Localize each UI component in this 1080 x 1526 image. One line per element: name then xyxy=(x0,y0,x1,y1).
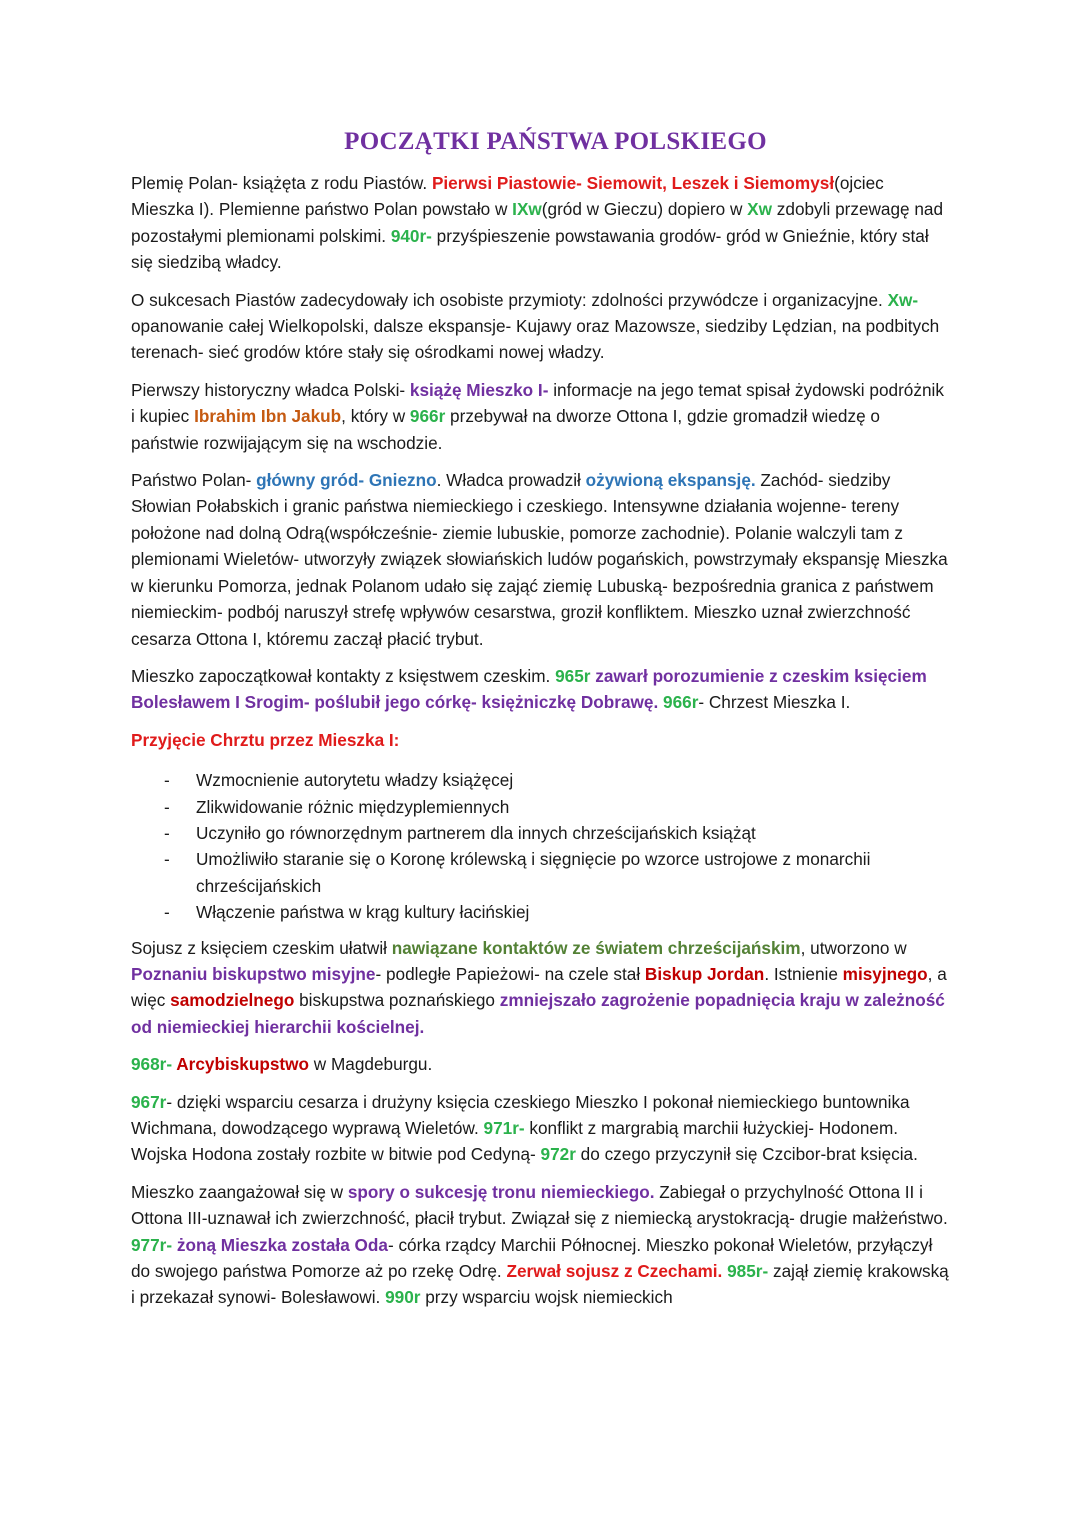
text-run: Państwo Polan- xyxy=(131,470,257,491)
bullet-dash: - xyxy=(164,822,170,843)
highlight-purple: zawarł porozumienie z czeskim księciem Bolesławem I Srogim- poślubił jego córkę- księżniczkę Dobrawę. xyxy=(131,665,927,713)
paragraph-missionary-bishopric xyxy=(131,935,950,1041)
highlight-date: IXw xyxy=(512,199,542,220)
list-item xyxy=(131,794,950,820)
list-item-text: Umożliwiło staranie się o Koronę królewską i sięgnięcie po wzorce ustrojowe z monarchii chrześcijańskich xyxy=(196,849,871,896)
paragraph-german-succession xyxy=(131,1179,950,1311)
text-run: - podległe Papieżowi- na czele stał xyxy=(375,963,645,984)
text-run: przy wsparciu wojsk niemieckich xyxy=(420,1287,673,1308)
list-item xyxy=(131,846,950,899)
paragraph-wars xyxy=(131,1089,950,1168)
highlight-olive: nawiązane kontaktów ze światem chrześcijańskim xyxy=(391,937,801,958)
list-item-text: Zlikwidowanie różnic międzyplemiennych xyxy=(196,796,510,817)
list-item xyxy=(131,899,950,925)
list-item xyxy=(131,767,950,793)
text-run: , a więc xyxy=(131,963,947,1011)
highlight-purple: książę Mieszko I- xyxy=(409,379,549,400)
highlight-red: misyjnego xyxy=(842,963,928,984)
bullet-dash: - xyxy=(164,796,170,817)
highlight-date: Xw- xyxy=(887,289,919,310)
text-run: konflikt z margrabią marchii łużyckiej- Hodonem. Wojska Hodona zostały rozbite w bitwie pod Cedyną- xyxy=(131,1118,899,1165)
text-run: (gród w Gieczu) dopiero w xyxy=(541,199,748,220)
text-run: (ojciec Mieszka I). Plemienne państwo Polan powstało w xyxy=(131,173,884,220)
highlight-purple: żoną Mieszka została Oda xyxy=(172,1234,388,1255)
text-run: zajął ziemię krakowską i przekazał synowi- Bolesławowi. xyxy=(131,1261,949,1308)
list-item-text: Włączenie państwa w krąg kultury łacińskiej xyxy=(196,902,530,923)
highlight-date: 965r xyxy=(555,665,591,686)
text-run: - Chrzest Mieszka I. xyxy=(698,692,851,713)
highlight-date: 971r- xyxy=(483,1118,525,1138)
highlight-red: Arcybiskupstwo xyxy=(172,1054,309,1075)
text-run: w Magdeburgu. xyxy=(309,1054,433,1075)
text-run: Mieszko zaangażował się w xyxy=(131,1181,348,1202)
text-run: Zabiegał o przychylność Ottona II i Ottona III-uznawał ich zwierzchność, płacił trybut. Związał się z niemiecką arystokracją- drugie małżeństwo. xyxy=(131,1181,948,1229)
text-run: , który w xyxy=(341,406,410,427)
highlight-blue: ożywioną ekspansję. xyxy=(585,470,756,491)
highlight-date: 966r xyxy=(409,406,446,427)
text-run: biskupstwa poznańskiego xyxy=(294,990,500,1011)
highlight-date: 967r xyxy=(131,1091,167,1112)
baptism-heading: Przyjęcie Chrztu przez Mieszka I: xyxy=(131,729,400,750)
highlight-red: Zerwał sojusz z Czechami. xyxy=(506,1261,723,1282)
highlight-date: 990r xyxy=(385,1287,421,1308)
text-run: Mieszko zapoczątkował kontakty z księstwem czeskim. xyxy=(131,665,556,686)
paragraph-piast-origins xyxy=(131,170,950,276)
highlight-red: samodzielnego xyxy=(170,990,295,1011)
paragraph-czech-contacts xyxy=(131,663,950,716)
text-run: przyśpieszenie powstawania grodów- gród w Gnieźnie, który stał się siedzibą władcy. xyxy=(131,225,929,273)
highlight-date: 985r- xyxy=(727,1261,769,1282)
text-run: informacje na jego temat spisał żydowski podróżnik i kupiec xyxy=(131,379,944,427)
highlight-purple: spory o sukcesję tronu niemieckiego. xyxy=(347,1181,655,1202)
text-run: Pierwszy historyczny władca Polski- xyxy=(131,379,410,400)
list-item-text: Uczyniło go równorzędnym partnerem dla innych chrześcijańskich książąt xyxy=(196,822,756,843)
bullet-dash: - xyxy=(164,849,170,870)
highlight-orange: Ibrahim Ibn Jakub xyxy=(194,406,342,427)
baptism-list xyxy=(131,767,950,925)
highlight-purple: Poznaniu biskupstwo misyjne xyxy=(131,963,376,984)
highlight-date: 972r xyxy=(540,1144,576,1165)
text-run: Zachód- siedziby Słowian Połabskich i granic państwa niemieckiego i czeskiego. Intensywne działania wojenne- tereny położone nad dolną Odrą(współcześnie- ziemie lubuskie, pomorze zachodnie). Polanie walczyli tam z plemionami Wieletów- utworzyły związek słowiańskich ludów pogańskich, powstrzymały ekspansję Mieszka w kierunku Pomorza, jednak Polanom udało się zająć ziemię Lubuską- bezpośrednia granica z państwem niemieckim- podbój naruszył strefę wpływów cesarstwa, groził konfliktem. Mieszko uznał zwierzchność cesarza Ottona I, któremu zaczął płacić trybut. xyxy=(131,470,948,649)
text-run: Sojusz z księciem czeskim ułatwił xyxy=(131,937,392,958)
highlight-date: 940r- xyxy=(390,225,432,246)
text-run: . Istnienie xyxy=(764,963,843,984)
highlight-date: 966r xyxy=(663,692,699,713)
text-run: O sukcesach Piastów zadecydowały ich osobiste przymioty: zdolności przywódcze i organizacyjne. xyxy=(131,289,888,310)
page-title: POCZĄTKI PAŃSTWA POLSKIEGO xyxy=(344,128,767,155)
bullet-dash: - xyxy=(164,770,170,791)
highlight-date: 968r- xyxy=(131,1054,173,1075)
highlight-date: Xw xyxy=(747,199,773,220)
text-run: , utworzono w xyxy=(800,937,907,958)
text-run: do czego przyczynił się Czcibor-brat księcia. xyxy=(575,1144,918,1165)
text-run: - dzięki wsparciu cesarza i drużyny księcia czeskiego Mieszko I pokonał niemieckiego buntownika Wichmana, dowodzącego wyprawą Wieletów. xyxy=(131,1091,910,1138)
highlight-date: 977r- xyxy=(131,1234,173,1255)
paragraph-polan-state xyxy=(131,467,950,652)
paragraph-archbishopric xyxy=(131,1051,950,1077)
list-item-text: Wzmocnienie autorytetu władzy książęcej xyxy=(196,770,514,791)
paragraph-piast-success xyxy=(131,287,950,366)
bullet-dash: - xyxy=(164,902,170,923)
text-run: opanowanie całej Wielkopolski, dalsze ekspansje- Kujawy oraz Mazowsze, siedziby Lędzian, na podbitych terenach- sieć grodów które stały się ośrodkami nowej władzy. xyxy=(131,316,940,363)
text-run: - córka rządcy Marchii Północnej. Mieszko pokonał Wieletów, przyłączył do swojego państwa Pomorze aż po rzekę Odrę. xyxy=(131,1234,933,1282)
paragraph-mieszko-first-ruler xyxy=(131,377,950,456)
highlight-purple: zmniejszało zagrożenie popadnięcia kraju w zależność od niemieckiej hierarchii kościelnej. xyxy=(131,990,945,1037)
list-item xyxy=(131,820,950,846)
text-run: przebywał na dworze Ottona I, gdzie gromadził wiedzę o państwie rozwijającym się na wschodzie. xyxy=(131,406,880,453)
text-run: . Władca prowadził xyxy=(436,470,586,491)
highlight-red: Pierwsi Piastowie- Siemowit, Leszek i Siemomysł xyxy=(431,173,835,193)
text-run: zdobyli przewagę nad pozostałymi plemionami polskimi. xyxy=(131,199,944,246)
highlight-red: Biskup Jordan xyxy=(644,963,765,984)
text-run: Plemię Polan- książęta z rodu Piastów. xyxy=(131,173,432,193)
highlight-blue: główny gród- Gniezno xyxy=(256,470,437,491)
